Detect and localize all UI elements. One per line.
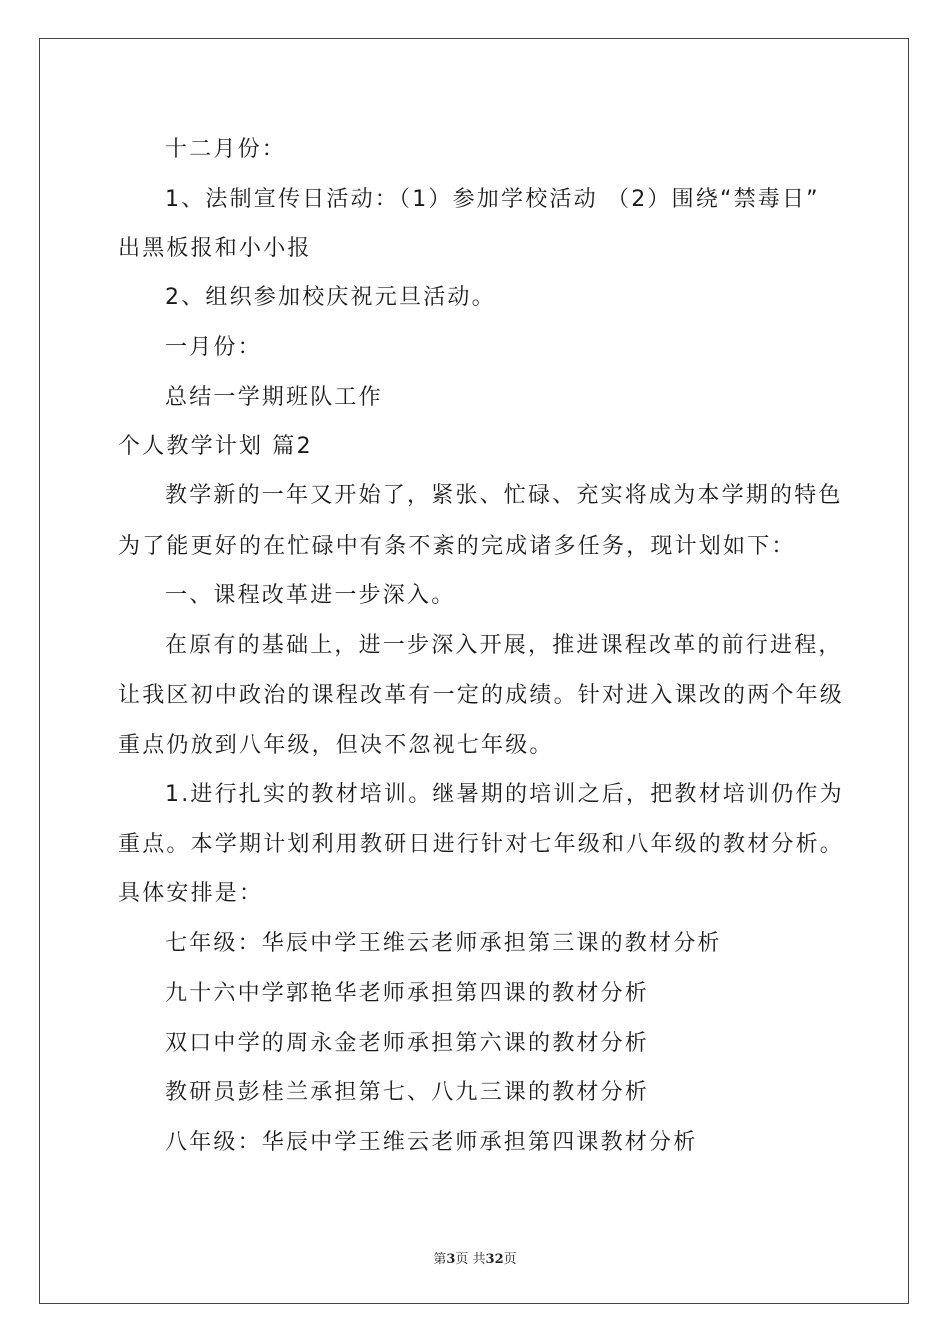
paragraph-line: 出黑板报和小小报 [118, 236, 312, 261]
paragraph-line: 2、组织参加校庆祝元旦活动。 [165, 285, 496, 310]
paragraph-line: 具体安排是： [118, 881, 264, 906]
schedule-line: 双口中学的周永金老师承担第六课的教材分析 [165, 1031, 650, 1056]
schedule-line: 教研员彭桂兰承担第七、八九三课的教材分析 [165, 1080, 650, 1105]
month-heading-december: 十二月份： [165, 137, 287, 162]
schedule-line: 九十六中学郭艳华老师承担第四课的教材分析 [165, 981, 650, 1006]
footer-mid: 页 共 [455, 1252, 486, 1267]
total-page-number: 32 [485, 1252, 504, 1267]
section-title: 个人教学计划 篇2 [118, 434, 313, 459]
page-footer [0, 1248, 950, 1267]
paragraph-line: 让我区初中政治的课程改革有一定的成绩。针对进入课改的两个年级 [118, 683, 845, 708]
paragraph-line: 重点仍放到八年级，但决不忽视七年级。 [118, 733, 554, 758]
current-page-number: 3 [446, 1252, 456, 1267]
paragraph-line: 教学新的一年又开始了，紧张、忙碌、充实将成为本学期的特色 [165, 483, 843, 508]
paragraph-line: 重点。本学期计划利用教研日进行针对七年级和八年级的教材分析。 [118, 832, 845, 857]
paragraph-line: 1、法制宣传日活动：（1）参加学校活动 （2）围绕“禁毒日” [165, 187, 820, 212]
paragraph-line: 1.进行扎实的教材培训。继暑期的培训之后，把教材培训仍作为 [165, 782, 844, 807]
paragraph-line: 为了能更好的在忙碌中有条不紊的完成诸多任务，现计划如下： [118, 534, 796, 559]
paragraph-line: 在原有的基础上，进一步深入开展，推进课程改革的前行进程， [165, 633, 843, 658]
month-heading-january: 一月份： [165, 335, 262, 360]
schedule-line: 七年级：华辰中学王维云老师承担第三课的教材分析 [165, 931, 722, 956]
subsection-heading: 一、课程改革进一步深入。 [165, 583, 456, 608]
footer-suffix: 页 [503, 1252, 517, 1267]
footer-prefix: 第 [433, 1252, 447, 1267]
schedule-line: 八年级：华辰中学王维云老师承担第四课教材分析 [165, 1130, 698, 1155]
page-border [39, 38, 909, 1304]
paragraph-line: 总结一学期班队工作 [165, 385, 383, 410]
